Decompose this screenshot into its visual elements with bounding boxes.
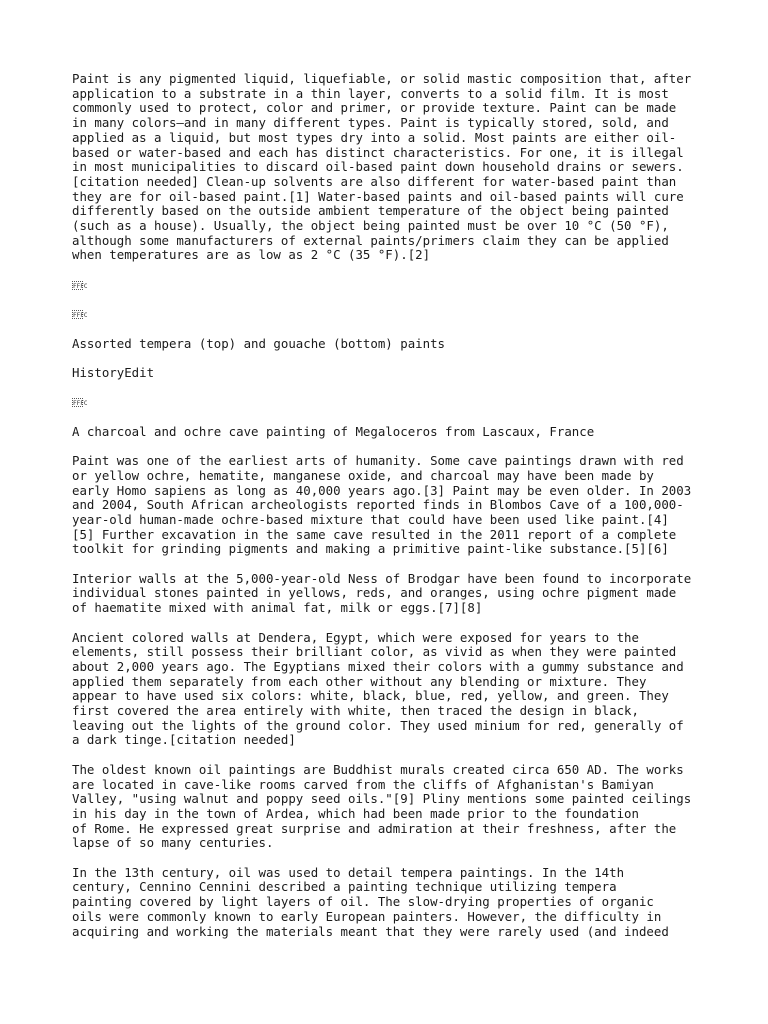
image-placeholder-row <box>72 395 702 410</box>
missing-glyph-icon: FFFC <box>73 312 88 320</box>
document-page <box>72 72 702 954</box>
section-heading-history[interactable]: HistoryEdit <box>72 364 155 380</box>
history-paragraph: Interior walls at the 5,000-year-old Ness of Brodgar have been found to incorporate individual stones painted in yellows, reds, and oranges, using ochre pigment made of haematite mixed with animal fat, milk or eggs.[7][8] <box>72 570 692 616</box>
history-paragraph: The oldest known oil paintings are Buddhist murals created circa 650 AD. The works are located in cave-like rooms carved from the cliffs of Afghanistan's Bamiyan Valley, "using walnut and poppy seed oils."[9] Pliny mentions some painted ceilings in his day in the town of Ardea, which had been made prior to the foundation of Rome. He expressed great surprise and admiration at their freshness, after the lapse of so many centuries. <box>72 761 692 851</box>
image-caption: A charcoal and ochre cave painting of Megaloceros from Lascaux, France <box>72 423 595 439</box>
image-placeholder-row <box>72 307 702 322</box>
history-paragraph: Ancient colored walls at Dendera, Egypt, which were exposed for years to the elements, still possess their brilliant color, as vivid as when they were painted about 2,000 years ago. The Egyptians mixed their colors with a gummy substance and applied them separately from each other without any blending or mixture. They appear to have used six colors: white, black, blue, red, yellow, and green. They first covered the area entirely with white, then traced the design in black, leaving out the lights of the ground color. They used minium for red, generally of a dark tinge.[citation needed] <box>72 629 684 748</box>
image-caption: Assorted tempera (top) and gouache (bottom) paints <box>72 335 445 351</box>
image-placeholder-row <box>72 278 702 293</box>
intro-paragraph: Paint is any pigmented liquid, liquefiable, or solid mastic composition that, after application to a substrate in a thin layer, converts to a solid film. It is most commonly used to protect, color and primer, or provide texture. Paint can be made in many colors—and in many different types. Paint is typically stored, sold, and applied as a liquid, but most types dry into a solid. Most paints are either oil- based or water-based and each has distinct characteristics. For one, it is illegal in most municipalities to discard oil-based paint down household drains or sewers. [citation needed] Clean-up solvents are also different for water-based paint than they are for oil-based paint.[1] Water-based paints and oil-based paints will cure differently based on the outside ambient temperature of the object being painted (such as a house). Usually, the object being painted must be over 10 °C (50 °F), although some manufacturers of external paints/primers claim they can be applied when temperatures are as low as 2 °C (35 °F).[2] <box>72 71 692 263</box>
history-paragraph: In the 13th century, oil was used to detail tempera paintings. In the 14th century, Cennino Cennini described a painting technique utilizing tempera painting covered by light layers of oil. The slow-drying properties of organic oils were commonly known to early European painters. However, the difficulty in acquiring and working the materials meant that they were rarely used (and indeed <box>72 864 669 939</box>
missing-glyph-icon: FFFC <box>73 400 88 408</box>
missing-glyph-icon: FFFC <box>73 282 88 290</box>
history-paragraph: Paint was one of the earliest arts of humanity. Some cave paintings drawn with red or yellow ochre, hematite, manganese oxide, and charcoal may have been made by early Homo sapiens as long as 40,000 years ago.[3] Paint may be even older. In 2003 and 2004, South African archeologists reported finds in Blombos Cave of a 100,000- year-old human-made ochre-based mixture that could have been used like paint.[4] [5] Further excavation in the same cave resulted in the 2011 report of a complete toolkit for grinding pigments and making a primitive paint-like substance.[5][6] <box>72 453 692 557</box>
